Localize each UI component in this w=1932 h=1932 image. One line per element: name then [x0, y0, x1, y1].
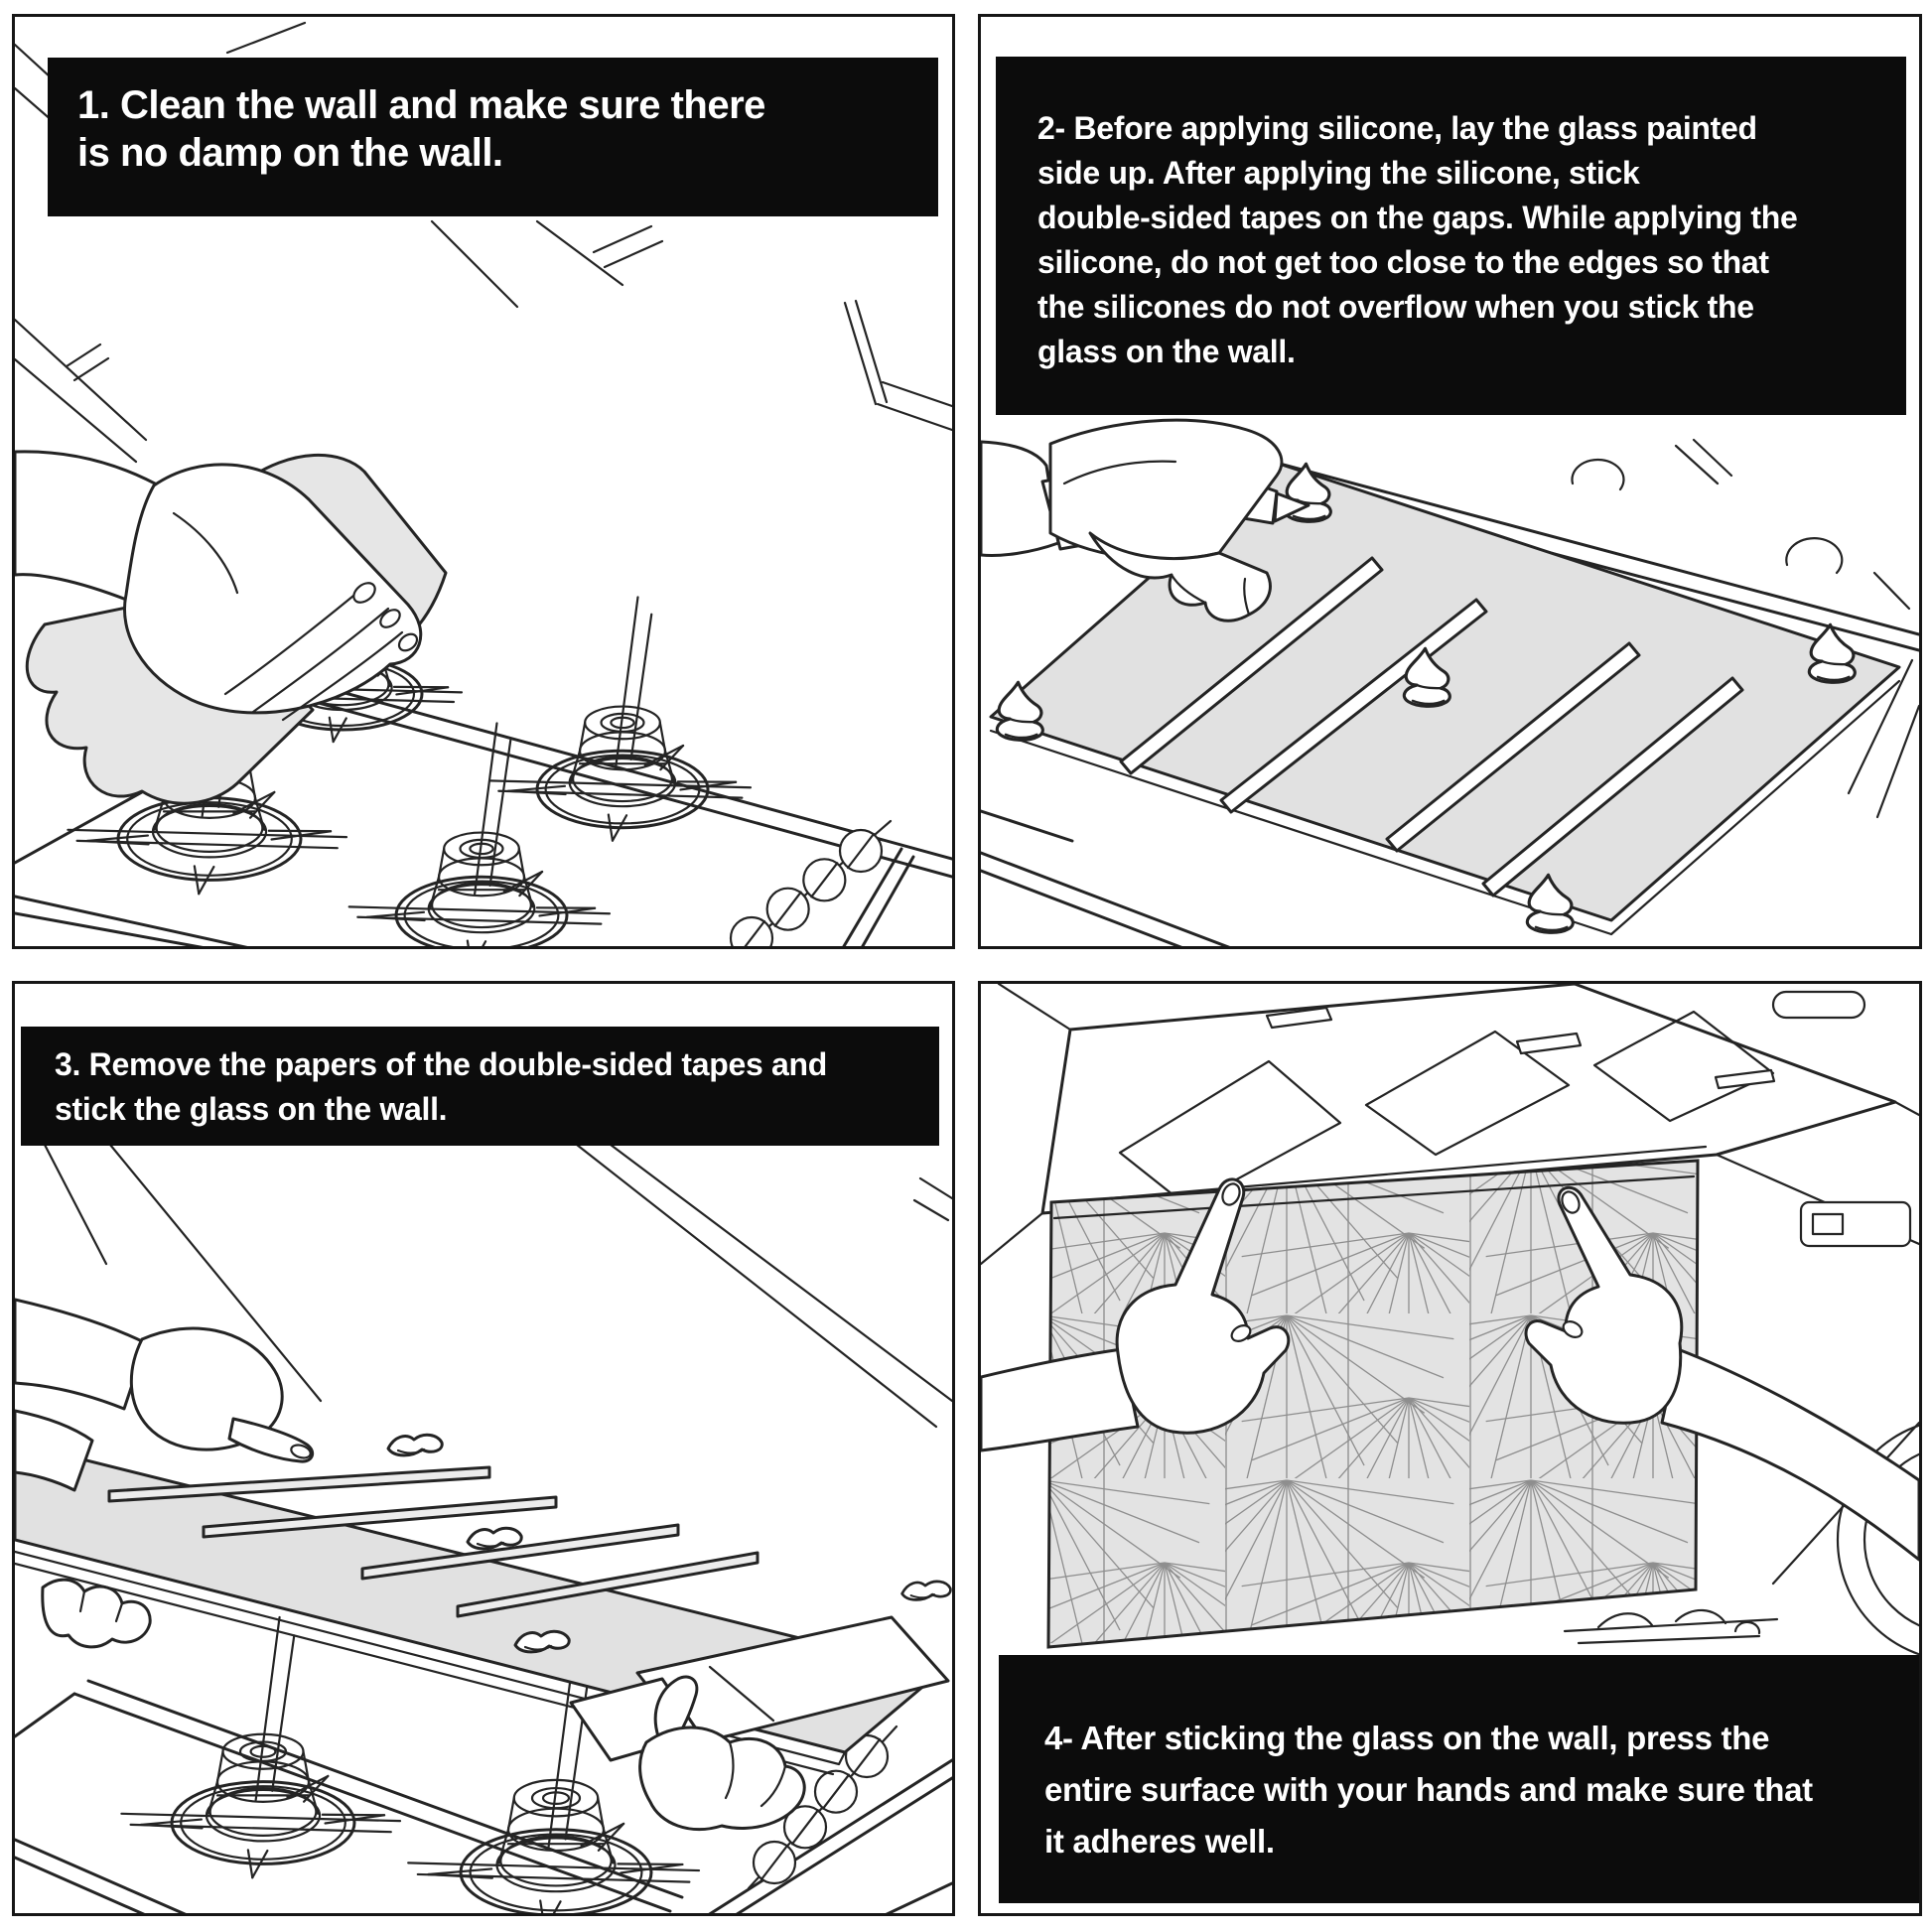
step-4-caption	[999, 1655, 1919, 1903]
forearm	[15, 1300, 146, 1409]
step-1-caption	[48, 58, 938, 216]
gas-burner	[490, 598, 751, 841]
step-3-caption	[21, 1027, 939, 1146]
step-2-caption	[996, 57, 1906, 415]
panel-step-4	[978, 981, 1922, 1916]
right-forearm	[1662, 1349, 1919, 1560]
gas-burner	[121, 1617, 400, 1877]
caption-line: it adheres well.	[1044, 1823, 1275, 1860]
caption-line: entire surface with your hands and make sure that	[1044, 1771, 1813, 1808]
caption-line: side up. After applying the silicone, stick	[1037, 155, 1640, 191]
caption-line: 2- Before applying silicone, lay the glass painted	[1037, 110, 1757, 146]
hand-with-cloth	[15, 452, 446, 803]
caption-line: the silicones do not overflow when you stick the	[1037, 289, 1754, 325]
caption-line: stick the glass on the wall.	[55, 1091, 448, 1127]
second-hand-fingers	[43, 1580, 150, 1647]
panel-step-2	[978, 14, 1922, 949]
caption-line: is no damp on the wall.	[77, 131, 503, 175]
caption-line: silicone, do not get too close to the edges so that	[1037, 244, 1769, 280]
gas-burner	[349, 724, 610, 947]
hand	[640, 1727, 805, 1830]
panel-step-1	[12, 14, 955, 949]
caption-line: double-sided tapes on the gaps. While applying the	[1037, 200, 1798, 235]
caption-line: 3. Remove the papers of the double-sided tapes and	[55, 1046, 828, 1082]
panel-step-3	[12, 981, 955, 1916]
caption-line: glass on the wall.	[1037, 334, 1296, 369]
control-knobs	[726, 821, 891, 946]
caption-line: 4- After sticking the glass on the wall, press the	[1044, 1720, 1770, 1756]
cooktop-sketch-hint	[1565, 1610, 1777, 1643]
caption-line: 1. Clean the wall and make sure there	[77, 83, 765, 127]
